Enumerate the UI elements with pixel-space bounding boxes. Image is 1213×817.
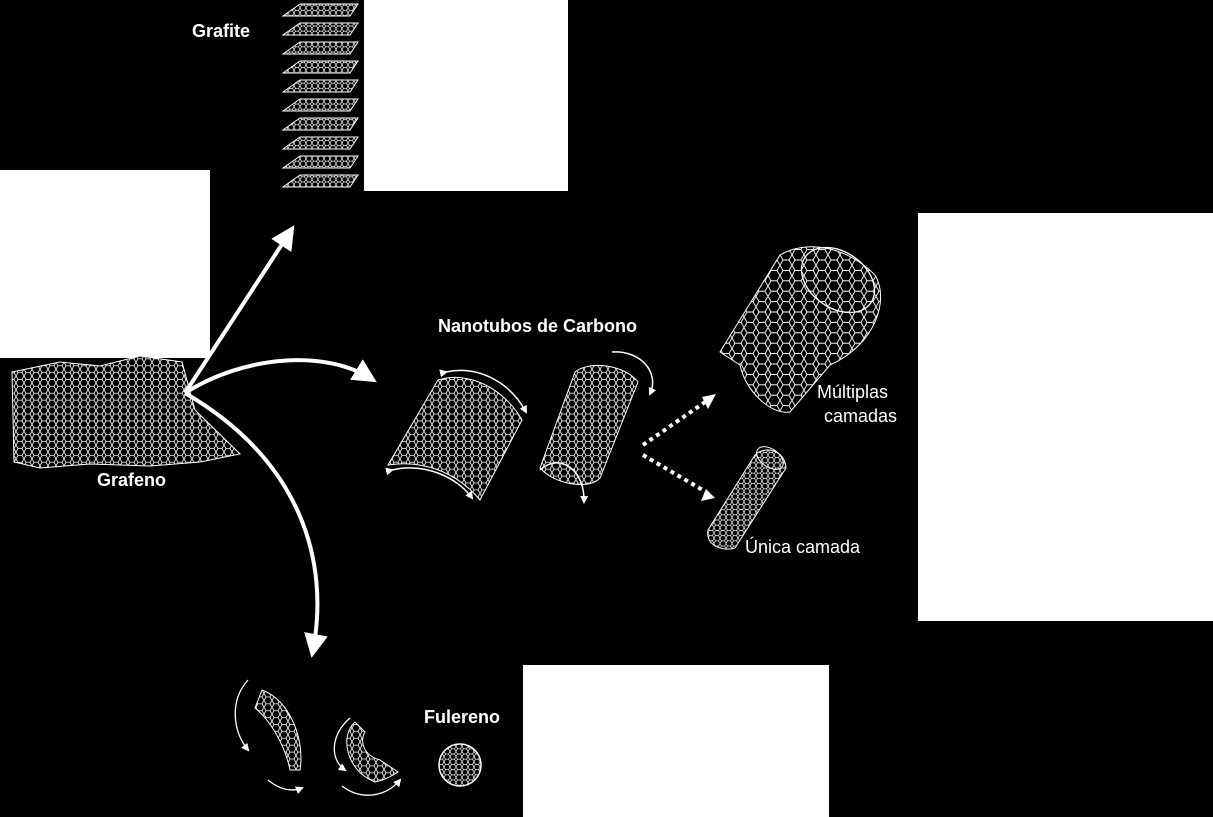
arrow-to-single (643, 455, 706, 492)
label-unica-camada: Única camada (745, 537, 861, 557)
label-nanotubos: Nanotubos de Carbono (438, 316, 637, 336)
label-fulereno: Fulereno (424, 707, 501, 727)
arrow-to-nanotubes (185, 360, 370, 393)
graphite-stack (283, 4, 358, 187)
graphite-layer (283, 80, 358, 92)
graphite-layer (283, 156, 358, 168)
dotted-arrows (643, 400, 708, 492)
label-grafeno: Grafeno (97, 470, 167, 490)
single-wall-nanotube (708, 442, 788, 549)
partial-tube (540, 352, 653, 502)
fullerene-ball (439, 744, 481, 786)
graphite-layer (283, 99, 358, 111)
graphite-layer (283, 4, 358, 16)
graphene-sheet (12, 356, 240, 468)
arrow-to-multi (643, 400, 708, 445)
label-multiplas-line2: camadas (824, 406, 898, 426)
graphite-layer (283, 137, 358, 149)
graphite-layer (283, 42, 358, 54)
graphite-layer (283, 118, 358, 130)
graphite-layer (283, 175, 358, 187)
curved-sheet (388, 370, 526, 500)
fullerene-formation (235, 680, 481, 795)
label-grafite: Grafite (192, 21, 251, 41)
label-multiplas-line1: Múltiplas (817, 382, 889, 402)
graphite-layer (283, 23, 358, 35)
graphite-layer (283, 61, 358, 73)
